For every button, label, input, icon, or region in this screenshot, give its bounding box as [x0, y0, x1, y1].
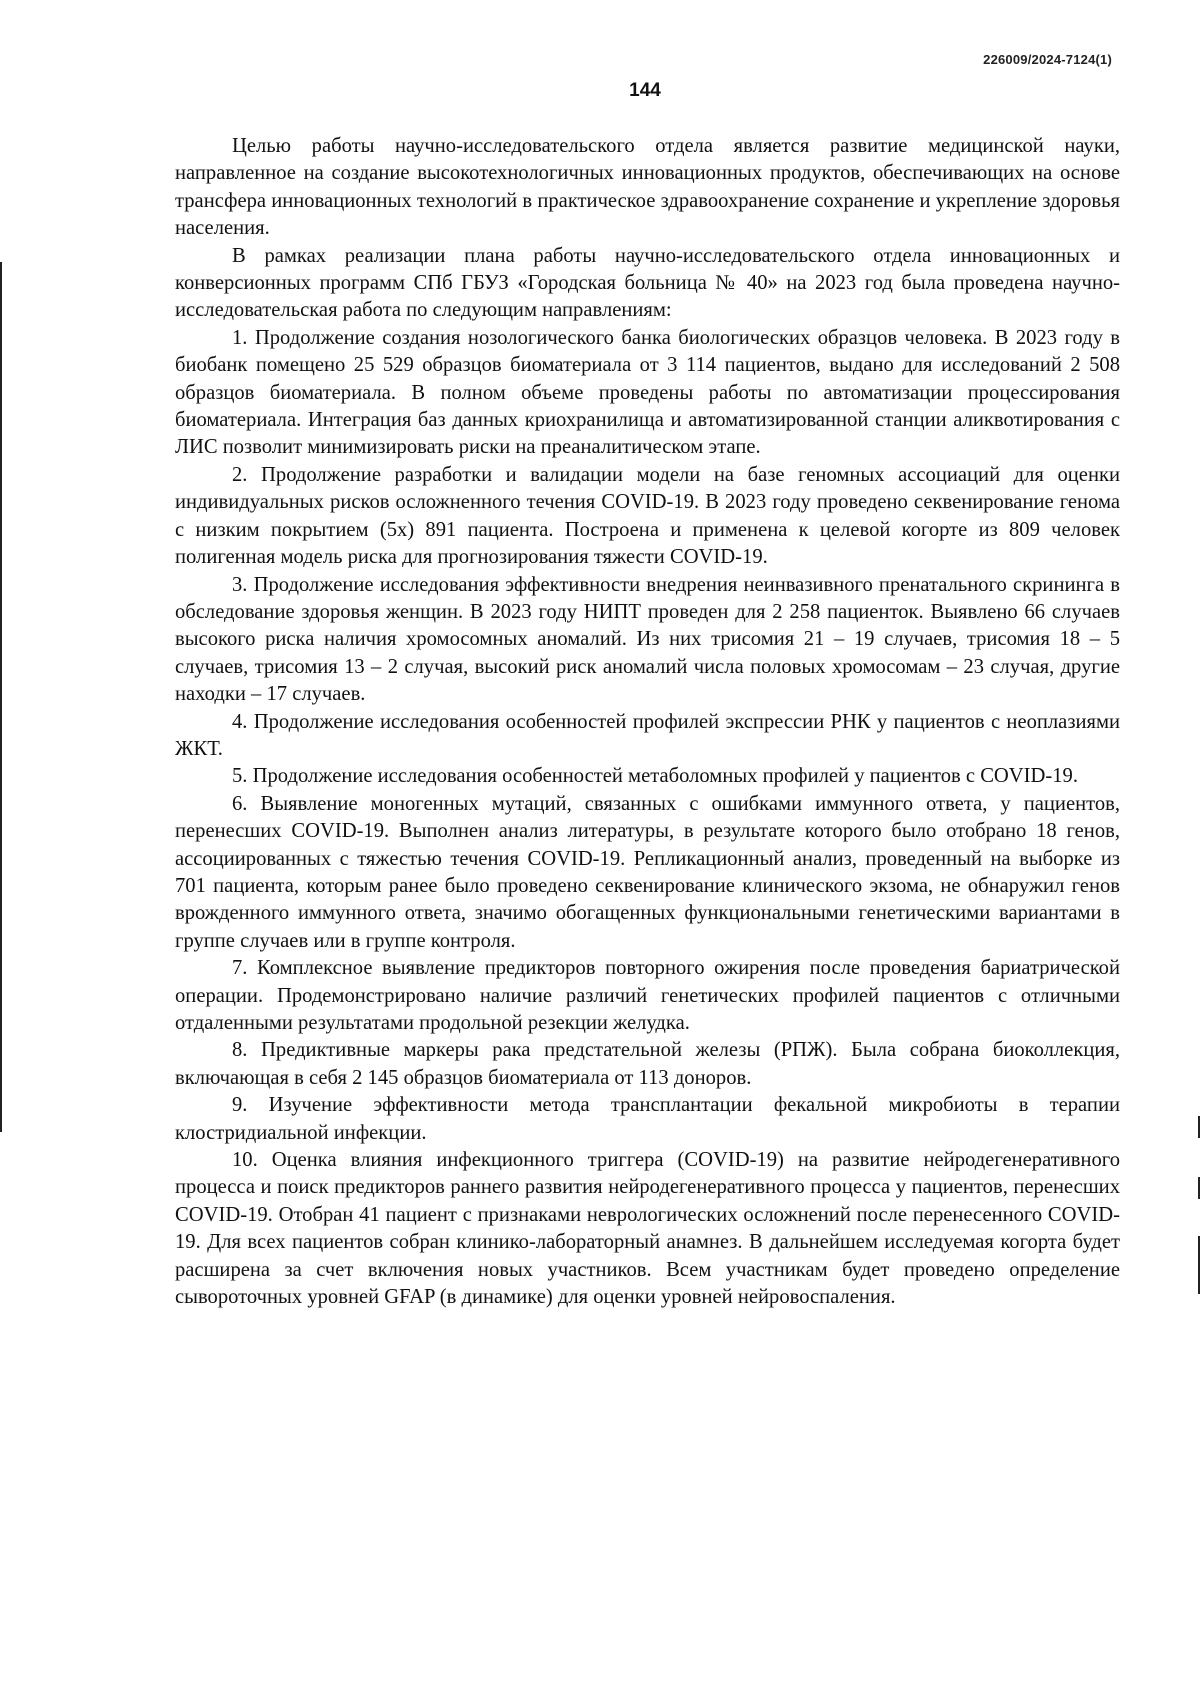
scan-edge-line-left [0, 262, 2, 1132]
document-id: 226009/2024-7124(1) [983, 52, 1112, 67]
paragraph-item-9: 9. Изучение эффективности метода трансплантации фекальной микробиоты в терапии клостридиальной инфекции. [175, 1094, 1120, 1144]
document-body [175, 133, 1120, 1311]
paragraph-item-10: 10. Оценка влияния инфекционного триггера (COVID-19) на развитие нейродегенеративного процесса и поиск предикторов раннего развития нейродегенеративного процесса у пациентов, перенесших COVID-19. Отобран 41 пациент с признаками неврологических осложнений после перенесенного COVID-19. Для всех пациентов собран клинико-лабораторный анамнез. В дальнейшем исследуемая когорта будет расширена за счет включения новых участников. Всем участникам будет проведено определение сывороточных уровней GFAP (в динамике) для оценки уровней нейровоспаления. [175, 1149, 1120, 1309]
paragraph-item-6: 6. Выявление моногенных мутаций, связанных с ошибками иммунного ответа, у пациентов, перенесших COVID-19. Выполнен анализ литературы, в результате которого было отобрано 18 генов, ассоциированных с тяжестью течения COVID-19. Репликационный анализ, проведенный на выборке из 701 пациента, которым ранее было проведено секвенирование клинического экзома, не обнаружил генов врожденного иммунного ответа, значимо обогащенных функциональными генетическими вариантами в группе случаев или в группе контроля. [175, 792, 1120, 952]
paragraph-item-4: 4. Продолжение исследования особенностей профилей экспрессии РНК у пациентов с неоплазиями ЖКТ. [175, 710, 1120, 760]
paragraph-intro: Целью работы научно-исследовательского отдела является развитие медицинской науки, направленное на создание высокотехнологичных инновационных продуктов, обеспечивающих на основе трансфера инновационных технологий в практическое здравоохранение сохранение и укрепление здоровья населения. [175, 135, 1120, 240]
paragraph-plan: В рамках реализации плана работы научно-исследовательского отдела инновационных и конверсионных программ СПб ГБУЗ «Городская больница № 40» на 2023 год была проведена научно-исследовательская работа по следующим направлениям: [175, 244, 1120, 322]
paragraph-item-7: 7. Комплексное выявление предикторов повторного ожирения после проведения бариатрической операции. Продемонстрировано наличие различий генетических профилей пациентов с отличными отдаленными результатами продольной резекции желудка. [175, 957, 1120, 1034]
paragraph-item-8: 8. Предиктивные маркеры рака предстательной железы (РПЖ). Была собрана биоколлекция, включающая в себя 2 145 образцов биоматериала от 113 доноров. [175, 1039, 1120, 1089]
paragraph-item-5: 5. Продолжение исследования особенностей метаболомных профилей у пациентов с COVID-19. [232, 765, 1079, 788]
paragraph-item-2: 2. Продолжение разработки и валидации модели на базе геномных ассоциаций для оценки индивидуальных рисков осложненного течения COVID-19. В 2023 году проведено секвенирование генома с низким покрытием (5х) 891 пациента. Построена и применена к целевой когорте из 809 человек полигенная модель риска для прогнозирования тяжести COVID-19. [175, 463, 1120, 569]
paragraph-item-1: 1. Продолжение создания нозологического банка биологических образцов человека. В 2023 году в биобанк помещено 25 529 образцов биоматериала от 3 114 пациентов, выдано для исследований 2 508 образцов биоматериала. В полном объеме проведены работы по автоматизации процессирования биоматериала. Интеграция баз данных криохранилища и автоматизированной станции аликвотирования с ЛИС позволит минимизировать риски на преаналитическом этапе. [175, 326, 1120, 459]
paragraph-item-3: 3. Продолжение исследования эффективности внедрения неинвазивного пренатального скрининга в обследование здоровья женщин. В 2023 году НИПТ проведен для 2 258 пациенток. Выявлено 66 случаев высокого риска наличия хромосомных аномалий. Из них трисомия 21 – 19 случаев, трисомия 18 – 5 случаев, трисомия 13 – 2 случая, высокий риск аномалий числа половых хромосомам – 23 случая, другие находки – 17 случаев. [175, 573, 1120, 706]
page-number: 144 [629, 80, 661, 101]
